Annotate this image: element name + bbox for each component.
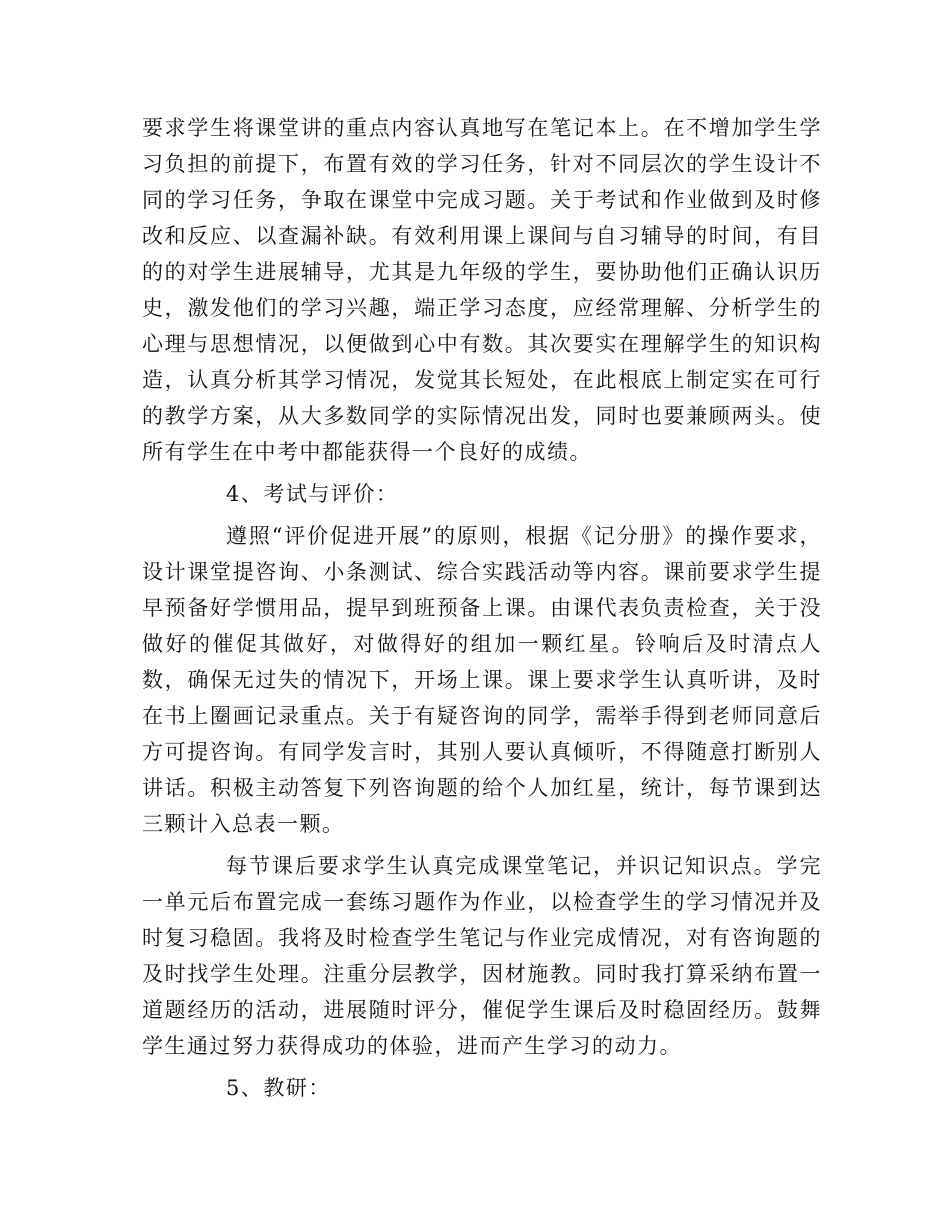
- section-heading-exam-evaluation: 4、考试与评价：: [226, 482, 399, 506]
- paragraph-evaluation-principle: 遵照“评价促进开展”的原则，根据《记分册》的操作要求，设计课堂提咨询、小条测试、综合实践活动等内容。课前要求学生提早预备好学惯用品，提早到班预备上课。由课代表负责检查，关于没做好的催促其做好，对做得好的组加一颗红星。铃响后及时清点人数，确保无过失的情况下，开场上课。课上要求学生认真听讲，及时在书上圈画记录重点。关于有疑咨询的同学，需举手得到老师同意后方可提咨询。有同学发言时，其别人要认真倾听，不得随意打断别人讲话。积极主动答复下列咨询题的给个人加红星，统计，每节课到达三颗计入总表一颗。: [142, 524, 822, 836]
- document-body: [142, 110, 822, 1106]
- paragraph-after-class: 每节课后要求学生认真完成课堂笔记，并识记知识点。学完一单元后布置完成一套练习题作为作业，以检查学生的学习情况并及时复习稳固。我将及时检查学生笔记与作业完成情况，对有咨询题的及时找学生处理。注重分层教学，因材施教。同时我打算采纳布置一道题经历的活动，进展随时评分，催促学生课后及时稳固经历。鼓舞学生通过努力获得成功的体验，进而产生学习的动力。: [142, 854, 822, 1058]
- paragraph-study-tasks: 要求学生将课堂讲的重点内容认真地写在笔记本上。在不增加学生学习负担的前提下，布置有效的学习任务，针对不同层次的学生设计不同的学习任务，争取在课堂中完成习题。关于考试和作业做到及时修改和反应、以查漏补缺。有效利用课上课间与自习辅导的时间，有目的的对学生进展辅导，尤其是九年级的学生，要协助他们正确认识历史，激发他们的学习兴趣，端正学习态度，应经常理解、分析学生的心理与思想情况，以便做到心中有数。其次要实在理解学生的知识构造，认真分析其学习情况，发觉其长短处，在此根底上制定实在可行的教学方案，从大多数同学的实际情况出发，同时也要兼顾两头。使所有学生在中考中都能获得一个良好的成绩。: [142, 116, 822, 464]
- section-heading-teaching-research: 5、教研：: [226, 1076, 331, 1100]
